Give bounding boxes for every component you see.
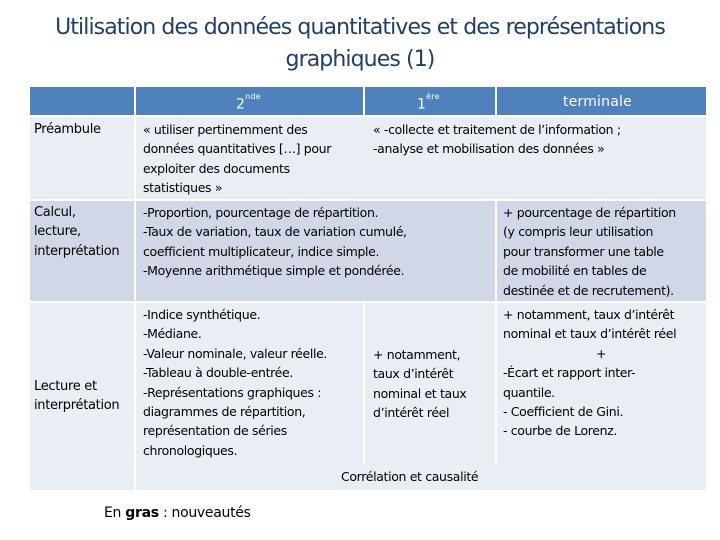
correlation-causalite: Corrélation et causalité: [341, 469, 479, 484]
text-line: coefficient multiplicateur, indice simple.: [143, 243, 380, 259]
header-terminale: terminale: [563, 94, 632, 110]
header-premiere-cell: [365, 87, 495, 115]
text-line: nominal et taux d’intérêt réel: [503, 326, 677, 342]
footer-prefix: En: [104, 505, 126, 521]
text-line: destinée et de recrutement).: [503, 282, 674, 298]
text-line: chronologiques.: [143, 442, 238, 458]
text-line: Calcul,: [34, 205, 76, 220]
page-title-line-1: Utilisation des données quantitatives et des représentations: [55, 15, 665, 40]
text-line: -Valeur nominale, valeur réelle.: [143, 345, 328, 361]
footer-suffix: : nouveautés: [158, 505, 251, 521]
page-title-line-2: graphiques (1): [285, 47, 435, 72]
text-line: -Écart et rapport inter-: [503, 365, 636, 381]
text-line: nominal et taux: [373, 385, 467, 401]
page-title: [20, 12, 700, 76]
text-line: représentation de séries: [143, 423, 287, 439]
text-line: - Coefficient de Gini.: [503, 404, 624, 419]
text-line: taux d’intérêt: [373, 366, 454, 382]
text-line: lecture,: [34, 224, 81, 240]
header-seconde-cell: [136, 87, 363, 115]
text-line: - courbe de Lorenz.: [503, 423, 618, 439]
text-line: -Tableau à double-entrée.: [143, 365, 293, 381]
text-line: « -collecte et traitement de l’information ;: [373, 122, 621, 137]
divider: [495, 201, 497, 465]
text-line: -Représentations graphiques :: [143, 384, 322, 400]
text-line: -Taux de variation, taux de variation cumulé,: [143, 224, 407, 240]
text-line: statistiques »: [143, 180, 223, 196]
header-seconde: [236, 93, 261, 113]
text-line: + notamment,: [373, 347, 461, 362]
text-line: +: [595, 345, 607, 361]
text-line: diagrammes de répartition,: [143, 404, 306, 419]
row-preambule-label: Préambule: [34, 122, 101, 137]
header-seconde-number: 2: [236, 96, 246, 113]
text-line: -Proportion, pourcentage de répartition.: [143, 205, 379, 220]
text-line: pour transformer une table: [503, 243, 664, 259]
text-line: exploiter des documents: [143, 160, 290, 176]
header-corner-cell: [30, 87, 134, 115]
text-line: de mobilité en tables de: [503, 263, 647, 279]
header-premiere: [417, 93, 440, 113]
text-line: -Médiane.: [143, 326, 202, 342]
text-line: Lecture et: [34, 379, 97, 394]
text-line: -Indice synthétique.: [143, 307, 261, 322]
text-line: -Moyenne arithmétique simple et pondérée.: [143, 263, 405, 279]
text-line: données quantitatives […] pour: [143, 141, 331, 157]
header-premiere-number: 1: [417, 96, 427, 113]
text-line: + pourcentage de répartition: [503, 205, 676, 220]
text-line: d’intérêt réel: [373, 405, 450, 421]
divider: [363, 303, 365, 465]
text-line: interprétation: [34, 243, 120, 259]
header-terminale-cell: [497, 87, 706, 115]
footer-bold: gras: [125, 505, 159, 521]
text-line: (y compris leur utilisation: [503, 224, 654, 240]
header-seconde-sup: nde: [245, 92, 261, 101]
divider: [134, 117, 136, 490]
footer-legend: [104, 505, 251, 521]
text-line: + notamment, taux d’intérêt: [503, 307, 675, 322]
text-line: quantile.: [503, 384, 555, 400]
header-premiere-sup: ère: [426, 92, 440, 101]
text-line: « utiliser pertinemment des: [143, 122, 308, 137]
text-line: -analyse et mobilisation des données »: [373, 141, 605, 157]
text-line: interprétation: [34, 398, 120, 414]
